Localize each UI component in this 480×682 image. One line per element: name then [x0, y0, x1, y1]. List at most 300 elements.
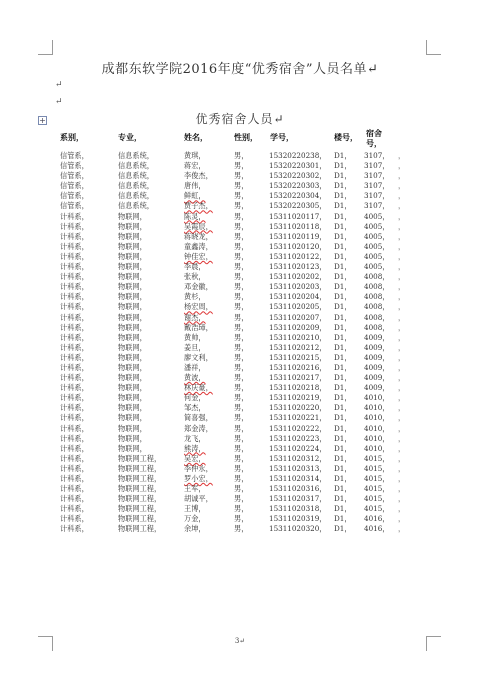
- table-row: [58, 323, 418, 333]
- cell-dept: 计科系，: [60, 362, 89, 372]
- cell-end-mark: ，: [398, 423, 406, 433]
- cell-major: 物联网，: [118, 332, 147, 342]
- cell-gender: 男，: [234, 362, 249, 372]
- cell-building: D1，: [334, 231, 352, 241]
- cell-room: 4016，: [364, 524, 390, 534]
- cell-major: 物联网，: [118, 423, 147, 433]
- cell-major: 信息系统，: [118, 161, 154, 171]
- cell-gender: 男，: [234, 171, 249, 181]
- cell-room: 4005，: [364, 221, 390, 231]
- table-row: [58, 212, 418, 222]
- cell-major: 物联网，: [118, 413, 147, 423]
- header-name: 姓名，: [184, 132, 208, 142]
- cell-room: 3107，: [364, 181, 390, 191]
- cell-room: 4008，: [364, 282, 390, 292]
- page-number: 3↵: [234, 637, 246, 645]
- cell-major: 物联网，: [118, 292, 147, 302]
- header-student-id: 学号，: [270, 132, 294, 142]
- cell-end-mark: ，: [398, 171, 406, 181]
- table-row: [58, 252, 418, 262]
- cell-room: 4005，: [364, 251, 390, 261]
- cell-name: 唐伟，: [184, 181, 206, 191]
- cell-room: 4005，: [364, 262, 390, 272]
- cell-building: D1，: [334, 433, 352, 443]
- cell-room: 4010，: [364, 423, 390, 433]
- cell-dept: 计科系，: [60, 433, 89, 443]
- cell-end-mark: ，: [398, 484, 406, 494]
- cell-major: 物联网，: [118, 393, 147, 403]
- table-body: [58, 151, 418, 535]
- cell-dept: 信管系，: [60, 191, 89, 201]
- table-row: [58, 434, 418, 444]
- cell-name: 罗小宏，: [184, 474, 213, 483]
- cell-building: D1，: [334, 312, 352, 322]
- table-row: [58, 444, 418, 454]
- cell-end-mark: ，: [398, 504, 406, 514]
- cell-dept: 计科系，: [60, 262, 89, 272]
- cell-room: 4010，: [364, 443, 390, 453]
- cell-end-mark: ，: [398, 393, 406, 403]
- table-row: [58, 353, 418, 363]
- cell-dept: 计科系，: [60, 504, 89, 514]
- cell-dept: 计科系，: [60, 312, 89, 322]
- cell-gender: 男，: [234, 514, 249, 524]
- table-row: [58, 201, 418, 211]
- cell-dept: 计科系，: [60, 302, 89, 312]
- table-row: [58, 393, 418, 403]
- cell-room: 4005，: [364, 231, 390, 241]
- cell-major: 物联网，: [118, 312, 147, 322]
- cell-building: D1，: [334, 362, 352, 372]
- cell-end-mark: ，: [398, 403, 406, 413]
- cell-gender: 男，: [234, 494, 249, 504]
- cell-room: 4005，: [364, 211, 390, 221]
- header-dept: 系别，: [60, 132, 84, 142]
- cell-room: 4010，: [364, 413, 390, 423]
- cell-dept: 信管系，: [60, 171, 89, 181]
- cell-student-id: 15311020312，: [269, 453, 327, 463]
- cell-room: 4008，: [364, 272, 390, 282]
- table-row: [58, 161, 418, 171]
- cell-gender: 男，: [234, 201, 249, 211]
- cell-gender: 男，: [234, 342, 249, 352]
- cell-major: 物联网，: [118, 403, 147, 413]
- cell-dept: 计科系，: [60, 352, 89, 362]
- cell-student-id: 15311020202，: [269, 272, 327, 282]
- cell-building: D1，: [334, 463, 352, 473]
- cell-name: 郑金涛，: [184, 423, 213, 433]
- table-row: [58, 474, 418, 484]
- cell-room: 4008，: [364, 322, 390, 332]
- cell-room: 3107，: [364, 151, 390, 160]
- cell-student-id: 15311020117，: [269, 211, 327, 221]
- table-row: [58, 171, 418, 181]
- cell-major: 物联网，: [118, 221, 147, 231]
- cell-building: D1，: [334, 332, 352, 342]
- cell-name: 邹杰，: [184, 403, 206, 413]
- cell-name: 吴霞辰，: [184, 221, 213, 231]
- cell-name: 戴浩璋，: [184, 322, 213, 332]
- cell-room: 4008，: [364, 302, 390, 312]
- cell-end-mark: ，: [398, 443, 406, 453]
- cell-room: 4010，: [364, 433, 390, 443]
- cell-dept: 计科系，: [60, 292, 89, 302]
- table-row: [58, 181, 418, 191]
- cell-student-id: 15311020210，: [269, 332, 327, 342]
- cell-end-mark: ，: [398, 463, 406, 473]
- cell-student-id: 15311020123，: [269, 262, 327, 272]
- cell-gender: 男，: [234, 292, 249, 302]
- cell-dept: 计科系，: [60, 474, 89, 483]
- cell-name: 贾子杰，: [184, 201, 213, 211]
- table-row: [58, 282, 418, 292]
- cell-building: D1，: [334, 191, 352, 201]
- cell-dept: 计科系，: [60, 282, 89, 292]
- cell-name: 童鑫涛，: [184, 241, 213, 251]
- cell-student-id: 15311020118，: [269, 221, 327, 231]
- cell-building: D1，: [334, 322, 352, 332]
- cell-major: 物联网，: [118, 362, 147, 372]
- cell-gender: 男，: [234, 393, 249, 403]
- table-header-row: [58, 128, 418, 148]
- cell-student-id: 15320220304，: [269, 191, 327, 201]
- cell-gender: 男，: [234, 423, 249, 433]
- header-gender: 性别，: [234, 132, 258, 142]
- cell-name: 蒋晓龙，: [184, 231, 213, 241]
- cell-room: 3107，: [364, 201, 390, 211]
- cell-end-mark: ，: [398, 322, 406, 332]
- cell-end-mark: ，: [398, 151, 406, 160]
- cell-building: D1，: [334, 181, 352, 191]
- cell-room: 3107，: [364, 171, 390, 181]
- table-row: [58, 302, 418, 312]
- cell-gender: 男，: [234, 221, 249, 231]
- cell-major: 物联网，: [118, 352, 147, 362]
- table-title: 优秀宿舍人员↵: [195, 112, 285, 126]
- cell-dept: 信管系，: [60, 161, 89, 171]
- cell-name: 黄琪，: [184, 151, 206, 160]
- cell-room: 4009，: [364, 332, 390, 342]
- cell-building: D1，: [334, 474, 352, 483]
- cell-dept: 计科系，: [60, 484, 89, 494]
- cell-gender: 男，: [234, 302, 249, 312]
- cell-dept: 计科系，: [60, 514, 89, 524]
- cell-major: 物联网，: [118, 342, 147, 352]
- cell-building: D1，: [334, 211, 352, 221]
- cell-building: D1，: [334, 251, 352, 261]
- cell-gender: 男，: [234, 443, 249, 453]
- cell-name: 简喜强，: [184, 413, 213, 423]
- table-row: [58, 403, 418, 413]
- cell-building: D1，: [334, 514, 352, 524]
- cell-student-id: 15311020314，: [269, 474, 327, 483]
- cell-building: D1，: [334, 161, 352, 171]
- cell-building: D1，: [334, 201, 352, 211]
- cell-student-id: 15311020212，: [269, 342, 327, 352]
- cell-gender: 男，: [234, 463, 249, 473]
- cell-major: 信息系统，: [118, 181, 154, 191]
- cell-student-id: 15311020224，: [269, 443, 327, 453]
- cell-end-mark: ，: [398, 514, 406, 524]
- cell-gender: 男，: [234, 413, 249, 423]
- table-row: [58, 514, 418, 524]
- cell-student-id: 15311020219，: [269, 393, 327, 403]
- cell-student-id: 15311020216，: [269, 362, 327, 372]
- cell-room: 4008，: [364, 312, 390, 322]
- cell-end-mark: ，: [398, 433, 406, 443]
- cell-end-mark: ，: [398, 251, 406, 261]
- cell-room: 4015，: [364, 453, 390, 463]
- cell-room: 4009，: [364, 362, 390, 372]
- cell-name: 王军，: [184, 484, 206, 494]
- cell-room: 4009，: [364, 342, 390, 352]
- cell-building: D1，: [334, 423, 352, 433]
- cell-student-id: 15311020122，: [269, 251, 327, 261]
- cell-student-id: 15311020207，: [269, 312, 327, 322]
- cell-student-id: 15311020318，: [269, 504, 327, 514]
- cell-end-mark: ，: [398, 453, 406, 463]
- cell-building: D1，: [334, 484, 352, 494]
- cell-name: 胡诚平，: [184, 494, 213, 504]
- cell-end-mark: ，: [398, 191, 406, 201]
- cell-building: D1，: [334, 151, 352, 160]
- page-corner-mark-top-right: [426, 40, 441, 55]
- cell-major: 物联网工程，: [118, 524, 162, 534]
- cell-major: 物联网工程，: [118, 474, 162, 483]
- cell-end-mark: ，: [398, 241, 406, 251]
- cell-major: 信息系统，: [118, 191, 154, 201]
- cell-name: 吴宏，: [184, 453, 206, 463]
- cell-building: D1，: [334, 393, 352, 403]
- cell-student-id: 15311020209，: [269, 322, 327, 332]
- paragraph-mark: ↵: [55, 80, 63, 90]
- cell-major: 物联网工程，: [118, 484, 162, 494]
- table-row: [58, 363, 418, 373]
- cell-student-id: 15311020120，: [269, 241, 327, 251]
- table-row: [58, 333, 418, 343]
- cell-student-id: 15311020222，: [269, 423, 327, 433]
- table-row: [58, 272, 418, 282]
- cell-name: 邓金徽，: [184, 282, 213, 292]
- cell-gender: 男，: [234, 352, 249, 362]
- table-row: [58, 413, 418, 423]
- cell-building: D1，: [334, 342, 352, 352]
- cell-dept: 计科系，: [60, 342, 89, 352]
- cell-major: 信息系统，: [118, 151, 154, 160]
- cell-end-mark: ，: [398, 474, 406, 483]
- cell-student-id: 15311020205，: [269, 302, 327, 312]
- cell-student-id: 15311020317，: [269, 494, 327, 504]
- cell-building: D1，: [334, 453, 352, 463]
- table-row: [58, 262, 418, 272]
- cell-gender: 男，: [234, 161, 249, 171]
- cell-dept: 计科系，: [60, 211, 89, 221]
- cell-building: D1，: [334, 262, 352, 272]
- cell-gender: 男，: [234, 474, 249, 483]
- cell-building: D1，: [334, 494, 352, 504]
- cell-room: 4005，: [364, 241, 390, 251]
- cell-name: 钟佳宏，: [184, 251, 213, 261]
- cell-room: 4010，: [364, 403, 390, 413]
- cell-end-mark: ，: [398, 383, 406, 393]
- cell-building: D1，: [334, 302, 352, 312]
- cell-major: 物联网工程，: [118, 494, 162, 504]
- table-row: [58, 504, 418, 514]
- cell-major: 物联网工程，: [118, 514, 162, 524]
- cell-room: 4015，: [364, 494, 390, 504]
- cell-end-mark: ，: [398, 272, 406, 282]
- cell-room: 4009，: [364, 352, 390, 362]
- cell-room: 4009，: [364, 373, 390, 383]
- cell-name: 张秋，: [184, 272, 206, 282]
- cell-building: D1，: [334, 383, 352, 393]
- cell-gender: 男，: [234, 181, 249, 191]
- table-row: [58, 484, 418, 494]
- table-row: [58, 242, 418, 252]
- table-row: [58, 494, 418, 504]
- cell-gender: 男，: [234, 484, 249, 494]
- cell-room: 4009，: [364, 383, 390, 393]
- cell-name: 何金，: [184, 393, 206, 403]
- cell-gender: 男，: [234, 383, 249, 393]
- cell-major: 物联网，: [118, 302, 147, 312]
- table-row: [58, 232, 418, 242]
- cell-name: 黄杉，: [184, 292, 206, 302]
- cell-major: 物联网，: [118, 251, 147, 261]
- cell-end-mark: ，: [398, 181, 406, 191]
- cell-end-mark: ，: [398, 201, 406, 211]
- cell-building: D1，: [334, 272, 352, 282]
- cell-name: 谢杰，: [184, 312, 206, 322]
- cell-room: 4015，: [364, 504, 390, 514]
- cell-name: 潘祥，: [184, 362, 206, 372]
- cell-building: D1，: [334, 352, 352, 362]
- cell-room: 3107，: [364, 161, 390, 171]
- cell-name: 李仲永，: [184, 463, 213, 473]
- cell-gender: 男，: [234, 272, 249, 282]
- cell-gender: 男，: [234, 453, 249, 463]
- table-row: [58, 292, 418, 302]
- cell-end-mark: ，: [398, 302, 406, 312]
- cell-gender: 男，: [234, 251, 249, 261]
- cell-gender: 男，: [234, 312, 249, 322]
- cell-end-mark: ，: [398, 494, 406, 504]
- cell-end-mark: ，: [398, 332, 406, 342]
- cell-dept: 计科系，: [60, 413, 89, 423]
- cell-student-id: 15311020217，: [269, 373, 327, 383]
- cell-major: 物联网，: [118, 272, 147, 282]
- cell-building: D1，: [334, 221, 352, 231]
- cell-dept: 计科系，: [60, 463, 89, 473]
- cell-dept: 信管系，: [60, 151, 89, 160]
- cell-name: 蒋宏，: [184, 161, 206, 171]
- cell-dept: 计科系，: [60, 251, 89, 261]
- table-row: [58, 424, 418, 434]
- cell-major: 信息系统，: [118, 171, 154, 181]
- cell-room: 4016，: [364, 514, 390, 524]
- table-row: [58, 454, 418, 464]
- cell-building: D1，: [334, 443, 352, 453]
- cell-gender: 男，: [234, 403, 249, 413]
- cell-building: D1，: [334, 504, 352, 514]
- cell-building: D1，: [334, 241, 352, 251]
- cell-end-mark: ，: [398, 211, 406, 221]
- cell-dept: 信管系，: [60, 201, 89, 211]
- cell-gender: 男，: [234, 211, 249, 221]
- cell-student-id: 15311020316，: [269, 484, 327, 494]
- cell-name: 廖文利，: [184, 352, 213, 362]
- cell-name: 李晨，: [184, 262, 206, 272]
- cell-room: 3107，: [364, 191, 390, 201]
- cell-building: D1，: [334, 403, 352, 413]
- cell-end-mark: ，: [398, 352, 406, 362]
- cell-gender: 男，: [234, 151, 249, 160]
- cell-student-id: 15311020215，: [269, 352, 327, 362]
- cell-major: 物联网工程，: [118, 504, 162, 514]
- cell-student-id: 15320220238，: [269, 151, 327, 160]
- cell-student-id: 15320220303，: [269, 181, 327, 191]
- cell-gender: 男，: [234, 262, 249, 272]
- cell-dept: 计科系，: [60, 332, 89, 342]
- cell-name: 姜旦，: [184, 342, 206, 352]
- cell-major: 物联网，: [118, 282, 147, 292]
- table-move-handle-icon[interactable]: +: [39, 116, 46, 125]
- cell-gender: 男，: [234, 231, 249, 241]
- cell-student-id: 15320220301，: [269, 161, 327, 171]
- cell-gender: 男，: [234, 241, 249, 251]
- cell-dept: 计科系，: [60, 494, 89, 504]
- cell-end-mark: ，: [398, 282, 406, 292]
- page-corner-mark-top-left: [38, 40, 53, 55]
- cell-dept: 计科系，: [60, 231, 89, 241]
- paragraph-mark: ↵: [55, 97, 63, 107]
- cell-major: 物联网，: [118, 373, 147, 383]
- cell-major: 物联网工程，: [118, 453, 162, 463]
- cell-major: 信息系统，: [118, 201, 154, 211]
- cell-end-mark: ，: [398, 342, 406, 352]
- table-row: [58, 222, 418, 232]
- cell-name: 黄帅，: [184, 332, 206, 342]
- cell-major: 物联网，: [118, 322, 147, 332]
- cell-name: 鲜虹，: [184, 191, 206, 201]
- cell-major: 物联网，: [118, 433, 147, 443]
- document-title: 成都东软学院2016年度“优秀宿舍”人员名单↵: [101, 62, 379, 77]
- cell-building: D1，: [334, 524, 352, 534]
- cell-building: D1，: [334, 413, 352, 423]
- cell-gender: 男，: [234, 322, 249, 332]
- cell-gender: 男，: [234, 191, 249, 201]
- cell-building: D1，: [334, 373, 352, 383]
- cell-dept: 计科系，: [60, 393, 89, 403]
- cell-student-id: 15311020119，: [269, 231, 327, 241]
- cell-end-mark: ，: [398, 161, 406, 171]
- cell-major: 物联网工程，: [118, 463, 162, 473]
- cell-name: 龙飞，: [184, 433, 206, 443]
- cell-end-mark: ，: [398, 312, 406, 322]
- cell-gender: 男，: [234, 524, 249, 534]
- cell-room: 4015，: [364, 484, 390, 494]
- cell-name: 黄波，: [184, 373, 206, 383]
- cell-name: 陈灵，: [184, 211, 206, 221]
- cell-dept: 计科系，: [60, 272, 89, 282]
- cell-name: 李俊杰，: [184, 171, 213, 181]
- cell-student-id: 15311020320，: [269, 524, 327, 534]
- cell-dept: 计科系，: [60, 423, 89, 433]
- cell-building: D1，: [334, 171, 352, 181]
- table-row: [58, 343, 418, 353]
- cell-name: 杨宏周，: [184, 302, 213, 312]
- cell-student-id: 15320220305，: [269, 201, 327, 211]
